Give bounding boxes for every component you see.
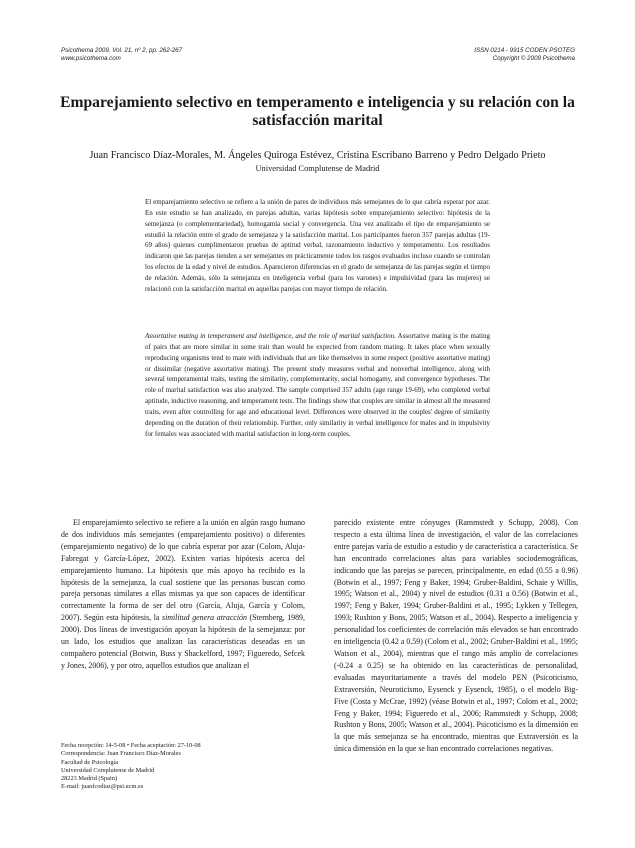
running-header-right	[474, 47, 575, 63]
abstract-english-title: Assortative mating in temperament and intelligence, and the role of marital satisfaction.	[145, 332, 396, 340]
abstract-english-body: Assortative mating is the mating of pairs that are more similar in some trait than would be expected from random mating. It takes place when sexually reproducing organisms tend to mate with individuals that are like themselves in some respect (positive assortative mating) or dissimilar (negative assortative mating). The present study measures verbal and nonverbal intelligence, along with several temperamental traits, testing the similarity, complementarity, social homogamy, and convergence hypotheses. The role of marital satisfaction was also analyzed. The sample comprised 357 adults (age range 19-69), who completed verbal aptitude, inductive reasoning, and temperament tests. The findings show that couples are similar in almost all the measured traits, even after controlling for age and educational level. Differences were observed in the couples' degree of similarity depending on the duration of their relationship. Further, only similarity in verbal intelligence for males and in impulsivity for females was associated with marital satisfaction in long-term couples.	[145, 332, 490, 438]
issn-line: ISSN 0214 - 9915 CODEN PSOTEG	[474, 47, 575, 54]
footnote-correspondence: Correspondencia: Juan Francisco Díaz-Morales	[61, 750, 181, 758]
author-list: Juan Francisco Díaz-Morales, M. Ángeles Quiroga Estévez, Cristina Escribano Barreno y Pedro Delgado Prieto	[89, 150, 546, 161]
abstract-spanish: El emparejamiento selectivo se refiere a la unión de pares de individuos más semejantes de lo que cabría esperar por azar. En este estudio se han analizado, en parejas adultas, varias hipótesis sobre emparejamiento selectivo: hipótesis de la semejanza (o complementariedad), homogamia social y convergencia. Una vez analizado el tipo de emparejamiento se estudió la relación entre el grado de semejanza y la satisfacción marital. Los participantes fueron 357 parejas adultas (19-69 años) quienes cumplimentaron pruebas de aptitud verbal, razonamiento inductivo y temperamento. Los resultados indicaron que las parejas tienden a ser semejantes en prácticamente todos los rasgos evaluados incluso cuando se controlan los efectos de la edad y nivel de estudios. Aparecieron diferencias en el grado de semejanza de las parejas según el tiempo de relación. Además, sólo la semejanza en inteligencia verbal (para los varones) e impulsividad (para las mujeres) se relacionó con la satisfacción marital en aquellas parejas con mayor tiempo de relación.	[145, 198, 490, 293]
footnote-university: Universidad Complutense de Madrid	[61, 766, 155, 774]
affiliation: Universidad Complutense de Madrid	[255, 164, 380, 173]
footnote-faculty: Facultad de Psicología	[61, 758, 119, 766]
footnote-address: 28223 Madrid (Spain)	[61, 775, 117, 783]
body-left-text-2: (Sternberg, 1989, 2000). Dos líneas de investigación apoyan la hipótesis de la semejanza: por un lado, los estudios que analizan las características deseadas en un compañero potencial (Botwin, Buss y Shackelford, 1997; Figueredo, Sefcek y Jones, 2006), y por otro, aquellos estudios que analizan el	[61, 613, 305, 670]
body-left-text-1: El emparejamiento selectivo se refiere a la unión en algún rasgo humano de dos individuos más semejantes (emparejamiento positivo) o diferentes (emparejamiento negativo) de lo que cabría esperar por azar (Colom, Aluja-Fabregat y García-López, 2002). Existen varias hipótesis acerca del emparejamiento humano. La hipótesis que más apoyo ha recibido es la hipótesis de la semejanza, la cual sostiene que las personas buscan como pareja personas similares a ellas mismas ya que son capaces de identificar correctamente la forma de ser del otro (García, Aluja, García y Colom, 2007). Según esta hipótesis, la	[61, 518, 305, 623]
running-header-left	[61, 47, 182, 63]
journal-website: www.psicothema.com	[61, 55, 121, 62]
body-column-left	[61, 517, 305, 672]
journal-citation: Psicothema 2009. Vol. 21, nº 2, pp. 262-267	[61, 47, 183, 54]
body-column-right: parecido existente entre cónyuges (Rammstedt y Schupp, 2008). Con respecto a esta última línea de investigación, el valor de las correlaciones entre parejas varía de estudio a estudio y de característica a característica. Se han encontrado correlaciones altas para variables sociodemográficas, indicando que las parejas se parecen, principalmente, en edad (0.55 a 0.96) (Botwin et al., 1997; Feng y Baker, 1994; Gruber-Baldini, Schaie y Willis, 1995; Watson et al., 2004) y nivel de estudios (0.31 a 0.56) (Botwin et al., 1997; Feng y Baker, 1994; Gruber-Baldini et al., 1995; Lykken y Tellegen, 1993; Rushton y Bons, 2005; Watson et al., 2004). Respecto a inteligencia y personalidad los coeficientes de correlación más elevados se han encontrado en inteligencia (0.42 a 0.59) (Colom et al., 2002; Gruber-Baldini et al., 1995; Watson et al., 2004), mientras que el rango más amplio de correlaciones (-0.24 a 0.25) se ha obtenido en las características de personalidad, evaluadas mayoritariamente a través del modelo PEN (Psicoticismo, Extraversión, Neuroticismo, Eysenck y Eysenck, 1985), o el modelo Big-Five (Costa y McCrae, 1992) (véase Botwin et al., 1997; Colom et al., 2002; Feng y Baker, 1994; Figueredo et al., 2006; Rammstedt y Schupp, 2008; Rushton y Bons, 2005; Watson et al., 2004). Psicoticismo es la dimensión en la que más semejanza se ha encontrado, mientras que Extraversión es la única dimensión en la que se han encontrado correlaciones negativas.	[334, 518, 578, 754]
abstract-english	[145, 331, 490, 439]
footnote-block	[61, 742, 305, 792]
copyright-line: Copyright © 2009 Psicothema	[492, 55, 575, 62]
body-left-emphasis: similitud genera atracción	[162, 613, 247, 623]
footnote-dates: Fecha recepción: 14-5-08 • Fecha aceptación: 27-10-08	[61, 742, 201, 749]
article-title: Emparejamiento selectivo en temperamento e inteligencia y su relación con la satisfacción marital	[60, 94, 575, 129]
footnote-email: E-mail: juanfcodiaz@psi.ucm.es	[61, 783, 144, 791]
